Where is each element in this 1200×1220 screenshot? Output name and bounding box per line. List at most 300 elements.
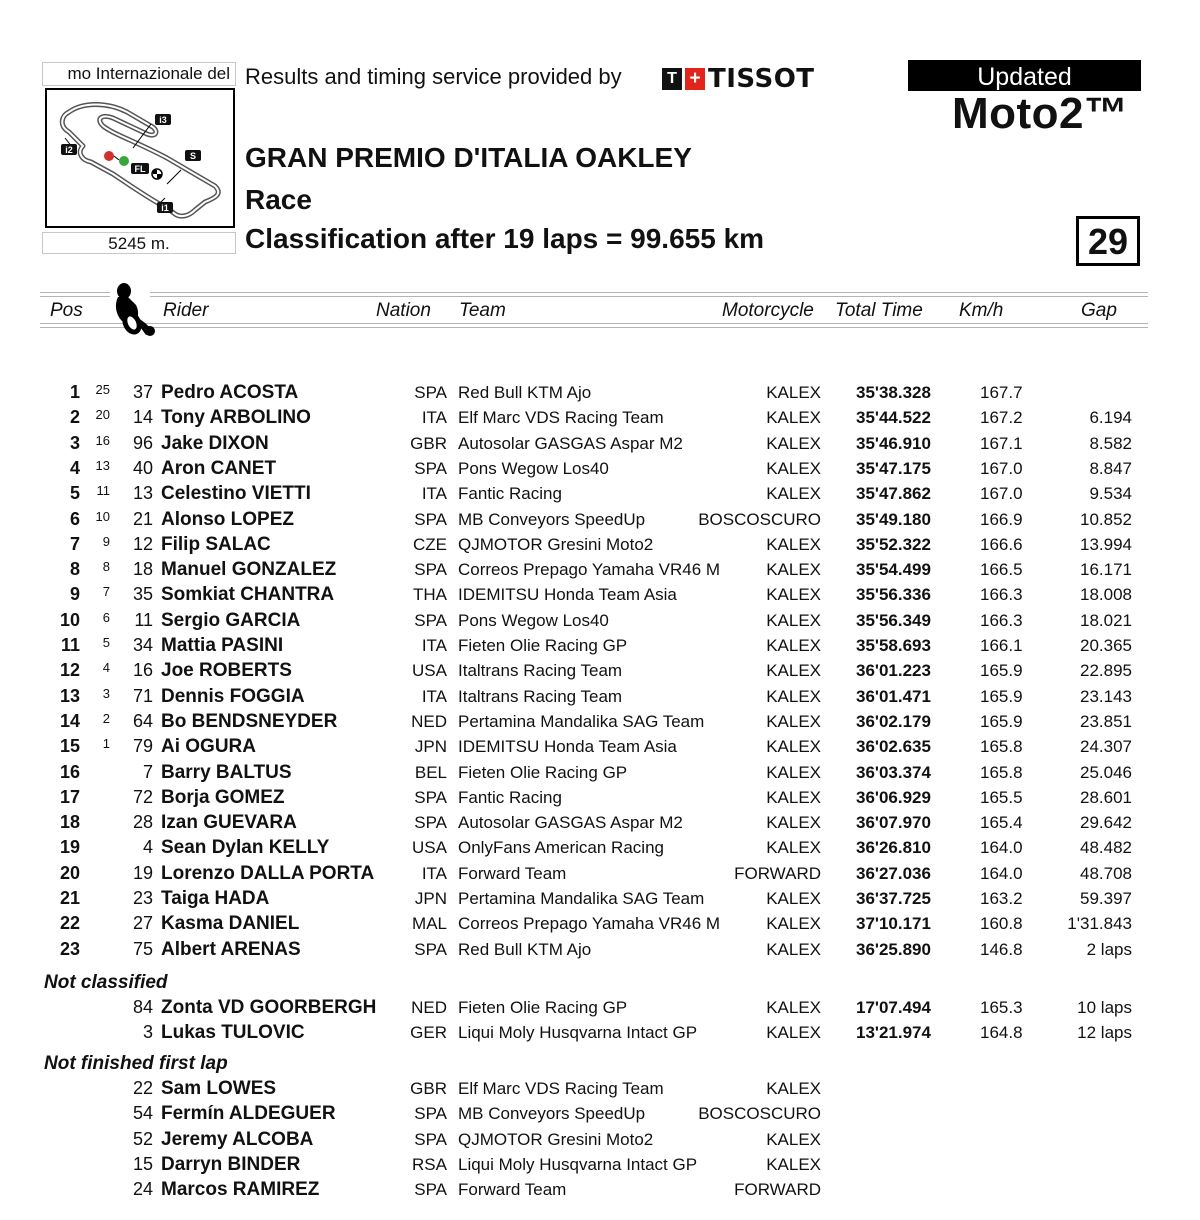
position: 7 bbox=[69, 534, 80, 554]
position: 22 bbox=[59, 913, 80, 933]
table-row bbox=[0, 785, 1200, 810]
points: 25 bbox=[95, 382, 110, 397]
motorcycle: KALEX bbox=[766, 737, 821, 756]
rider-number: 35 bbox=[132, 584, 153, 604]
gap: 48.708 bbox=[1080, 864, 1132, 883]
speed-kmh: 165.8 bbox=[980, 737, 1023, 756]
rider-number: 24 bbox=[132, 1179, 153, 1199]
rider-number: 28 bbox=[132, 812, 153, 832]
speed-kmh: 167.0 bbox=[980, 484, 1023, 503]
gap: 16.171 bbox=[1080, 560, 1132, 579]
team: Pons Wegow Los40 bbox=[458, 611, 609, 630]
position: 16 bbox=[59, 762, 80, 782]
header-rule bbox=[40, 292, 110, 293]
rider-number: 14 bbox=[132, 407, 153, 427]
rider-name: Joe ROBERTS bbox=[161, 660, 292, 681]
nation: RSA bbox=[412, 1155, 447, 1174]
rider-number: 19 bbox=[132, 863, 153, 883]
team: Elf Marc VDS Racing Team bbox=[458, 408, 664, 427]
position: 18 bbox=[59, 812, 80, 832]
table-row bbox=[0, 532, 1200, 557]
not-classified-label: Not classified bbox=[44, 972, 168, 993]
column-header-team: Team bbox=[459, 300, 506, 321]
tissot-logo bbox=[662, 66, 815, 92]
table-row bbox=[0, 608, 1200, 633]
speed-kmh: 165.8 bbox=[980, 763, 1023, 782]
rider-name: Lukas TULOVIC bbox=[161, 1022, 305, 1043]
total-time: 35'49.180 bbox=[856, 510, 931, 529]
motorcycle: KALEX bbox=[766, 585, 821, 604]
points: 8 bbox=[102, 559, 110, 574]
nation: JPN bbox=[414, 889, 447, 908]
motorcycle: KALEX bbox=[766, 459, 821, 478]
timing-service-text: Results and timing service provided by bbox=[245, 64, 622, 89]
gap: 13.994 bbox=[1080, 535, 1132, 554]
rider-number: 23 bbox=[132, 888, 153, 908]
header-rule bbox=[40, 296, 110, 297]
gap: 10.852 bbox=[1080, 510, 1132, 529]
swiss-cross-icon: + bbox=[685, 68, 705, 90]
rider-number: 54 bbox=[132, 1103, 153, 1123]
points: 1 bbox=[102, 736, 110, 751]
position: 23 bbox=[59, 939, 80, 959]
total-time: 35'47.175 bbox=[856, 459, 931, 478]
motorcycle: FORWARD bbox=[734, 1180, 821, 1199]
motorcycle: BOSCOSCURO bbox=[698, 510, 821, 529]
total-time: 35'52.322 bbox=[856, 535, 931, 554]
table-row bbox=[0, 684, 1200, 709]
team: Liqui Moly Husqvarna Intact GP bbox=[458, 1155, 698, 1174]
nation: SPA bbox=[414, 560, 447, 579]
rider-number: 12 bbox=[132, 534, 153, 554]
team: Autosolar GASGAS Aspar M2 bbox=[458, 813, 683, 832]
table-row bbox=[0, 557, 1200, 582]
nation: SPA bbox=[414, 383, 447, 402]
total-time: 36'02.179 bbox=[856, 712, 931, 731]
speed-kmh: 164.0 bbox=[980, 838, 1023, 857]
points: 13 bbox=[95, 458, 110, 473]
team: Italtrans Racing Team bbox=[458, 661, 623, 680]
position: 9 bbox=[69, 584, 80, 604]
rider-number: 21 bbox=[132, 509, 153, 529]
start-light-red-icon bbox=[104, 151, 114, 161]
team: Red Bull KTM Ajo bbox=[458, 940, 592, 959]
table-row bbox=[0, 911, 1200, 936]
total-time: 35'54.499 bbox=[856, 560, 931, 579]
total-time: 36'27.036 bbox=[856, 864, 931, 883]
motorcycle: KALEX bbox=[766, 383, 821, 402]
nation: SPA bbox=[414, 1130, 447, 1149]
rider-number: 16 bbox=[132, 660, 153, 680]
position: 20 bbox=[59, 863, 80, 883]
column-header-kmh: Km/h bbox=[959, 300, 1004, 321]
rider-name: Marcos RAMIREZ bbox=[161, 1179, 320, 1200]
team: MB Conveyors SpeedUp bbox=[458, 510, 646, 529]
round-number: 29 bbox=[1076, 216, 1140, 266]
nation: SPA bbox=[414, 459, 447, 478]
rider-number: 79 bbox=[132, 736, 153, 756]
rider-number: 4 bbox=[142, 837, 153, 857]
team: Fantic Racing bbox=[458, 484, 562, 503]
motorcycle: KALEX bbox=[766, 838, 821, 857]
gap: 28.601 bbox=[1080, 788, 1132, 807]
nation: ITA bbox=[421, 687, 447, 706]
table-row bbox=[0, 507, 1200, 532]
total-time: 35'44.522 bbox=[856, 408, 931, 427]
team: Correos Prepago Yamaha VR46 M bbox=[458, 914, 721, 933]
speed-kmh: 165.4 bbox=[980, 813, 1023, 832]
points: 4 bbox=[102, 660, 110, 675]
team: Correos Prepago Yamaha VR46 M bbox=[458, 560, 721, 579]
motorcycle: KALEX bbox=[766, 813, 821, 832]
total-time: 36'01.223 bbox=[856, 661, 931, 680]
column-header-motorcycle: Motorcycle bbox=[722, 300, 814, 321]
motorcycle: KALEX bbox=[766, 484, 821, 503]
team: Fieten Olie Racing GP bbox=[458, 636, 628, 655]
table-row bbox=[0, 1076, 1200, 1101]
total-time: 35'56.349 bbox=[856, 611, 931, 630]
nation: CZE bbox=[413, 535, 447, 554]
nation: GBR bbox=[410, 434, 447, 453]
rider-number: 11 bbox=[134, 610, 153, 630]
rider-number: 72 bbox=[132, 787, 153, 807]
nation: GBR bbox=[410, 1079, 447, 1098]
rider-name: Sean Dylan KELLY bbox=[161, 837, 330, 858]
rider-name: Tony ARBOLINO bbox=[161, 407, 311, 428]
rider-name: Zonta VD GOORBERGH bbox=[161, 997, 377, 1018]
team: MB Conveyors SpeedUp bbox=[458, 1104, 646, 1123]
header-rule bbox=[150, 296, 1148, 297]
svg-text:S: S bbox=[189, 151, 197, 161]
speed-kmh: 167.0 bbox=[980, 459, 1023, 478]
points: 16 bbox=[95, 433, 110, 448]
speed-kmh: 166.1 bbox=[980, 636, 1023, 655]
table-row bbox=[0, 1101, 1200, 1126]
motorcycle-rider-icon bbox=[110, 281, 160, 337]
circuit-map bbox=[45, 88, 235, 228]
nation: NED bbox=[411, 712, 447, 731]
rider-number: 3 bbox=[142, 1022, 153, 1042]
motorcycle: KALEX bbox=[766, 1079, 821, 1098]
rider-name: Pedro ACOSTA bbox=[161, 382, 299, 403]
nation: NED bbox=[411, 998, 447, 1017]
speed-kmh: 166.6 bbox=[980, 535, 1023, 554]
gap: 59.397 bbox=[1080, 889, 1132, 908]
gap: 9.534 bbox=[1089, 484, 1132, 503]
nation: SPA bbox=[414, 1180, 447, 1199]
rider-number: 64 bbox=[132, 711, 153, 731]
class-title: Moto2™ bbox=[952, 89, 1129, 138]
points: 10 bbox=[95, 509, 110, 524]
total-time: 35'56.336 bbox=[856, 585, 931, 604]
rider-number: 96 bbox=[132, 433, 153, 453]
nation: USA bbox=[412, 838, 447, 857]
team: IDEMITSU Honda Team Asia bbox=[458, 585, 677, 604]
motorcycle: KALEX bbox=[766, 788, 821, 807]
rider-number: 18 bbox=[132, 559, 153, 579]
nation: ITA bbox=[421, 484, 447, 503]
motorcycle: KALEX bbox=[766, 408, 821, 427]
rider-name: Sergio GARCIA bbox=[161, 610, 301, 631]
rider-number: 40 bbox=[132, 458, 153, 478]
rider-name: Barry BALTUS bbox=[161, 762, 292, 783]
total-time: 35'46.910 bbox=[856, 434, 931, 453]
nation: SPA bbox=[414, 510, 447, 529]
gap: 2 laps bbox=[1086, 940, 1132, 959]
total-time: 36'25.890 bbox=[856, 940, 931, 959]
event-title: GRAN PREMIO D'ITALIA OAKLEY bbox=[245, 142, 692, 173]
gap: 6.194 bbox=[1089, 408, 1132, 427]
table-row bbox=[0, 1177, 1200, 1202]
position: 14 bbox=[59, 711, 80, 731]
total-time: 36'37.725 bbox=[856, 889, 931, 908]
team: IDEMITSU Honda Team Asia bbox=[458, 737, 677, 756]
speed-kmh: 164.8 bbox=[980, 1023, 1023, 1042]
table-row bbox=[0, 861, 1200, 886]
position: 17 bbox=[59, 787, 80, 807]
nation: SPA bbox=[414, 813, 447, 832]
team: Pons Wegow Los40 bbox=[458, 459, 609, 478]
rider-number: 37 bbox=[132, 382, 153, 402]
nation: SPA bbox=[414, 788, 447, 807]
team: Red Bull KTM Ajo bbox=[458, 383, 592, 402]
total-time: 35'58.693 bbox=[856, 636, 931, 655]
rider-name: Alonso LOPEZ bbox=[161, 509, 294, 530]
team: Elf Marc VDS Racing Team bbox=[458, 1079, 664, 1098]
position: 21 bbox=[59, 888, 80, 908]
team: OnlyFans American Racing bbox=[458, 838, 664, 857]
points: 11 bbox=[96, 483, 110, 498]
table-row bbox=[0, 810, 1200, 835]
team: Autosolar GASGAS Aspar M2 bbox=[458, 434, 683, 453]
total-time: 35'47.862 bbox=[856, 484, 931, 503]
position: 10 bbox=[59, 610, 80, 630]
track-layout-icon bbox=[47, 90, 233, 226]
header-rule bbox=[40, 327, 1148, 328]
nation: THA bbox=[413, 585, 447, 604]
team: Liqui Moly Husqvarna Intact GP bbox=[458, 1023, 698, 1042]
column-header-pos: Pos bbox=[50, 300, 83, 321]
motorcycle: FORWARD bbox=[734, 864, 821, 883]
table-row bbox=[0, 1127, 1200, 1152]
table-row bbox=[0, 658, 1200, 683]
position: 19 bbox=[59, 837, 80, 857]
rider-name: Somkiat CHANTRA bbox=[161, 584, 335, 605]
table-row bbox=[0, 709, 1200, 734]
speed-kmh: 165.9 bbox=[980, 661, 1023, 680]
total-time: 36'06.929 bbox=[856, 788, 931, 807]
rider-name: Darryn BINDER bbox=[161, 1154, 301, 1175]
gap: 25.046 bbox=[1080, 763, 1132, 782]
gap: 29.642 bbox=[1080, 813, 1132, 832]
motorcycle: KALEX bbox=[766, 712, 821, 731]
table-row bbox=[0, 1152, 1200, 1177]
speed-kmh: 166.3 bbox=[980, 611, 1023, 630]
speed-kmh: 165.9 bbox=[980, 687, 1023, 706]
column-header-gap: Gap bbox=[1081, 300, 1117, 321]
circuit-length: 5245 m. bbox=[42, 232, 236, 254]
nation: USA bbox=[412, 661, 447, 680]
motorcycle: KALEX bbox=[766, 940, 821, 959]
speed-kmh: 166.9 bbox=[980, 510, 1023, 529]
rider-number: 84 bbox=[132, 997, 153, 1017]
team: Pertamina Mandalika SAG Team bbox=[458, 889, 705, 908]
table-row bbox=[0, 405, 1200, 430]
column-header-nation: Nation bbox=[376, 300, 431, 321]
table-row bbox=[0, 1020, 1200, 1045]
rider-name: Dennis FOGGIA bbox=[161, 686, 305, 707]
motorcycle: KALEX bbox=[766, 1155, 821, 1174]
tissot-t-icon: T bbox=[662, 68, 682, 90]
position: 15 bbox=[59, 736, 80, 756]
gap: 1'31.843 bbox=[1067, 914, 1132, 933]
rider-name: Bo BENDSNEYDER bbox=[161, 711, 338, 732]
nation: SPA bbox=[414, 1104, 447, 1123]
gap: 10 laps bbox=[1077, 998, 1132, 1017]
motorcycle: KALEX bbox=[766, 1130, 821, 1149]
table-row bbox=[0, 582, 1200, 607]
motorcycle: KALEX bbox=[766, 998, 821, 1017]
rider-name: Kasma DANIEL bbox=[161, 913, 300, 934]
rider-name: Jake DIXON bbox=[161, 433, 269, 454]
rider-name: Sam LOWES bbox=[161, 1078, 277, 1099]
gap: 23.143 bbox=[1080, 687, 1132, 706]
speed-kmh: 166.3 bbox=[980, 585, 1023, 604]
rider-number: 13 bbox=[132, 483, 153, 503]
speed-kmh: 167.2 bbox=[980, 408, 1023, 427]
nation: JPN bbox=[414, 737, 447, 756]
total-time: 17'07.494 bbox=[856, 998, 931, 1017]
team: Fantic Racing bbox=[458, 788, 562, 807]
team: Italtrans Racing Team bbox=[458, 687, 623, 706]
table-row bbox=[0, 835, 1200, 860]
motorcycle: BOSCOSCURO bbox=[698, 1104, 821, 1123]
motorcycle: KALEX bbox=[766, 434, 821, 453]
tissot-wordmark: TISSOT bbox=[708, 64, 815, 94]
points: 3 bbox=[102, 686, 110, 701]
gap: 24.307 bbox=[1080, 737, 1132, 756]
gap: 22.895 bbox=[1080, 661, 1132, 680]
motorcycle: KALEX bbox=[766, 763, 821, 782]
points: 9 bbox=[102, 534, 110, 549]
rider-name: Manuel GONZALEZ bbox=[161, 559, 337, 580]
total-time: 36'03.374 bbox=[856, 763, 931, 782]
gap: 8.582 bbox=[1089, 434, 1132, 453]
rider-number: 15 bbox=[132, 1154, 153, 1174]
rider-number: 71 bbox=[132, 686, 153, 706]
gap: 20.365 bbox=[1080, 636, 1132, 655]
motorcycle: KALEX bbox=[766, 661, 821, 680]
position: 4 bbox=[69, 458, 80, 478]
rider-name: Lorenzo DALLA PORTA bbox=[161, 863, 375, 884]
speed-kmh: 146.8 bbox=[980, 940, 1023, 959]
updated-badge: Updated bbox=[908, 60, 1141, 91]
position: 1 bbox=[69, 382, 80, 402]
position: 12 bbox=[59, 660, 80, 680]
header-rule bbox=[150, 292, 1148, 293]
motorcycle: KALEX bbox=[766, 687, 821, 706]
rider-name: Celestino VIETTI bbox=[161, 483, 311, 504]
table-row bbox=[0, 633, 1200, 658]
svg-text:i1: i1 bbox=[161, 203, 169, 213]
gap: 23.851 bbox=[1080, 712, 1132, 731]
team: Forward Team bbox=[458, 1180, 567, 1199]
circuit-name: mo Internazionale del bbox=[42, 62, 236, 86]
team: Forward Team bbox=[458, 864, 567, 883]
svg-text:FL: FL bbox=[134, 164, 146, 174]
team: QJMOTOR Gresini Moto2 bbox=[458, 1130, 654, 1149]
motorcycle: KALEX bbox=[766, 1023, 821, 1042]
rider-name: Izan GUEVARA bbox=[161, 812, 297, 833]
nation: ITA bbox=[421, 636, 447, 655]
nation: ITA bbox=[421, 864, 447, 883]
column-header-rider: Rider bbox=[163, 300, 209, 321]
total-time: 36'02.635 bbox=[856, 737, 931, 756]
svg-text:i2: i2 bbox=[65, 145, 73, 155]
column-header-total-time: Total Time bbox=[835, 300, 923, 321]
rider-number: 27 bbox=[132, 913, 153, 933]
svg-text:i3: i3 bbox=[159, 115, 167, 125]
points: 6 bbox=[102, 610, 110, 625]
rider-name: Filip SALAC bbox=[161, 534, 271, 555]
rider-name: Taiga HADA bbox=[161, 888, 270, 909]
gap: 18.021 bbox=[1080, 611, 1132, 630]
speed-kmh: 165.5 bbox=[980, 788, 1023, 807]
position: 11 bbox=[60, 635, 80, 655]
points: 20 bbox=[95, 407, 110, 422]
total-time: 36'26.810 bbox=[856, 838, 931, 857]
nation: SPA bbox=[414, 611, 447, 630]
table-row bbox=[0, 481, 1200, 506]
speed-kmh: 167.1 bbox=[980, 434, 1023, 453]
header-rule bbox=[40, 323, 1148, 324]
total-time: 36'07.970 bbox=[856, 813, 931, 832]
not-finished-first-lap-label: Not finished first lap bbox=[44, 1053, 228, 1074]
position: 2 bbox=[69, 407, 80, 427]
nation: MAL bbox=[412, 914, 447, 933]
gap: 8.847 bbox=[1089, 459, 1132, 478]
table-row bbox=[0, 380, 1200, 405]
points: 7 bbox=[102, 584, 110, 599]
table-row bbox=[0, 995, 1200, 1020]
team: Fieten Olie Racing GP bbox=[458, 998, 628, 1017]
motorcycle: KALEX bbox=[766, 611, 821, 630]
classification-title: Classification after 19 laps = 99.655 km bbox=[245, 223, 765, 254]
position: 3 bbox=[69, 433, 80, 453]
rider-number: 34 bbox=[132, 635, 153, 655]
rider-name: Albert ARENAS bbox=[161, 939, 301, 960]
session-title: Race bbox=[245, 184, 312, 215]
speed-kmh: 165.3 bbox=[980, 998, 1023, 1017]
speed-kmh: 166.5 bbox=[980, 560, 1023, 579]
points: 5 bbox=[102, 635, 110, 650]
total-time: 13'21.974 bbox=[856, 1023, 931, 1042]
team: QJMOTOR Gresini Moto2 bbox=[458, 535, 654, 554]
table-row bbox=[0, 431, 1200, 456]
motorcycle: KALEX bbox=[766, 636, 821, 655]
speed-kmh: 167.7 bbox=[980, 383, 1023, 402]
table-row bbox=[0, 734, 1200, 759]
table-row bbox=[0, 886, 1200, 911]
motorcycle: KALEX bbox=[766, 889, 821, 908]
rider-name: Aron CANET bbox=[161, 458, 277, 479]
nation: ITA bbox=[421, 408, 447, 427]
rider-name: Mattia PASINI bbox=[161, 635, 284, 656]
rider-number: 7 bbox=[142, 762, 153, 782]
team: Pertamina Mandalika SAG Team bbox=[458, 712, 705, 731]
position: 13 bbox=[59, 686, 80, 706]
rider-name: Fermín ALDEGUER bbox=[161, 1103, 336, 1124]
